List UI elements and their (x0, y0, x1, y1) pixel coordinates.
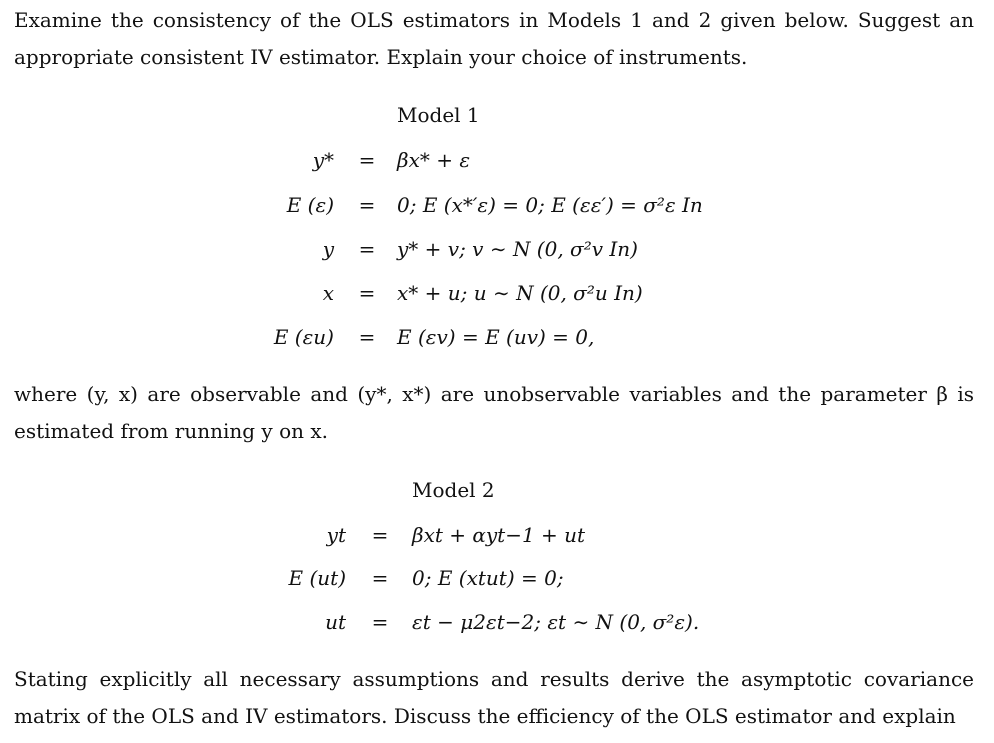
equation-relation: = (371, 610, 389, 634)
equation-relation: = (358, 325, 376, 349)
equation-lhs: y (322, 237, 334, 261)
equation-relation: = (371, 523, 389, 547)
equation-rhs: x* + u; u ∼ N (0, σ²u In) (397, 281, 643, 305)
model-2-title: Model 2 (412, 478, 495, 502)
equation-lhs: ut (325, 610, 346, 634)
model-1-equation-2 (0, 193, 994, 223)
equation-relation: = (358, 281, 376, 305)
model-1-equation-4 (0, 281, 994, 311)
model-1-equation-5 (0, 325, 994, 355)
assumptions-paragraph: Stating explicitly all necessary assumptions and results derive the asymptotic covariance matrix of the OLS and IV estimators. Discuss the efficiency of the OLS estimator and explain (14, 667, 974, 728)
equation-rhs: y* + v; v ∼ N (0, σ²v In) (397, 237, 638, 261)
model-1-equation-1 (0, 148, 994, 178)
equation-rhs: βx* + ε (397, 148, 471, 172)
equation-rhs: 0; E (xtut) = 0; (412, 566, 564, 590)
model-1-title: Model 1 (397, 103, 480, 127)
equation-rhs: 0; E (x*′ε) = 0; E (εε′) = σ²ε In (397, 193, 703, 217)
model-2-equation-3 (0, 610, 994, 640)
equation-lhs: E (ut) (288, 566, 346, 590)
equation-lhs: E (ε) (286, 193, 334, 217)
equation-relation: = (358, 148, 376, 172)
equation-rhs: εt − μ2εt−2; εt ∼ N (0, σ²ε). (412, 610, 700, 634)
equation-lhs: yt (326, 523, 346, 547)
equation-lhs: y* (312, 148, 334, 172)
equation-lhs: x (322, 281, 334, 305)
model-2-equation-2 (0, 566, 994, 596)
equation-rhs: βxt + αyt−1 + ut (412, 523, 586, 547)
equation-relation: = (358, 237, 376, 261)
equation-lhs: E (εu) (273, 325, 334, 349)
intro-paragraph: Examine the consistency of the OLS estimators in Models 1 and 2 given below. Suggest an appropriate consistent IV estimator. Explain your choice of instruments. (14, 8, 974, 69)
model-2-equation-1 (0, 523, 994, 553)
equation-rhs: E (εv) = E (uv) = 0, (397, 325, 595, 349)
model-1-equation-3 (0, 237, 994, 267)
observability-paragraph: where (y, x) are observable and (y*, x*) are unobservable variables and the parameter β is estimated from running y on x. (14, 382, 974, 443)
equation-relation: = (358, 193, 376, 217)
equation-relation: = (371, 566, 389, 590)
